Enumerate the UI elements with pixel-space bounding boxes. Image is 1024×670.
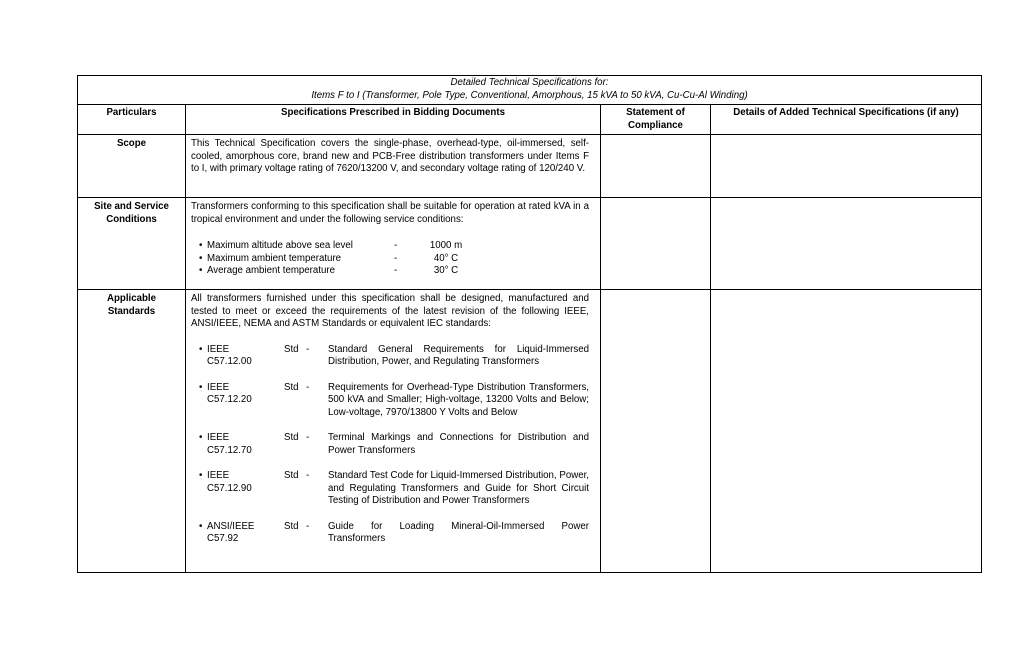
standard-dash: - (306, 343, 310, 355)
col-header-details: Details of Added Technical Specifications (if any) (711, 105, 982, 135)
bullet-icon: • (199, 240, 203, 251)
particular-site-conditions: Site and Service Conditions (78, 198, 186, 290)
spec-cell-site-conditions (186, 198, 601, 290)
list-item (199, 521, 589, 546)
standard-dash: - (306, 470, 310, 481)
standard-description: Standard Test Code for Liquid-Immersed Distribution, Power, and Regulating Transformers and Guide for Short Circuit Testing of Distribution and Power Transformers (328, 470, 589, 506)
standard-code: IEEE C57.12.90 (207, 470, 252, 494)
standard-description: Guide for Loading Mineral-Oil-Immersed Power Transformers (328, 520, 589, 544)
site-paragraph: Transformers conforming to this specification shall be suitable for operation at rated kVA in a tropical environment and under the following service conditions: (191, 201, 589, 225)
table-row-scope (78, 135, 982, 198)
spec-table (77, 75, 982, 573)
condition-dash: - (394, 265, 398, 276)
spec-cell-scope (186, 135, 601, 198)
standard-std-label: Std (284, 520, 299, 532)
list-item (199, 432, 589, 457)
scope-paragraph: This Technical Specification covers the single-phase, overhead-type, oil-immersed, self-cooled, amorphous core, brand new and PCB-Free distribution transformers under Items F to I, with primary voltage rating of 7620/13200 V, and secondary voltage rating of 120/240 V. (191, 138, 589, 174)
standard-dash: - (306, 432, 310, 443)
details-cell-applicable-standards (711, 290, 982, 573)
title-line-2: Items F to I (Transformer, Pole Type, Conventional, Amorphous, 15 kVA to 50 kVA, Cu-Cu-Al Winding) (311, 89, 748, 101)
list-item (199, 344, 589, 369)
table-row-applicable-standards (78, 290, 982, 573)
bullet-icon: • (199, 432, 203, 443)
bullet-icon: • (199, 343, 203, 355)
condition-label: Maximum ambient temperature (207, 252, 342, 264)
standard-dash: - (306, 381, 310, 393)
standard-code: IEEE C57.12.20 (207, 381, 252, 405)
table-title (78, 76, 982, 105)
title-line-1: Detailed Technical Specifications for: (450, 77, 609, 88)
col-header-particulars: Particulars (78, 105, 186, 135)
table-row-site-conditions (78, 198, 982, 290)
standard-std-label: Std (284, 343, 299, 355)
list-item (199, 240, 589, 253)
list-item (199, 382, 589, 420)
compliance-cell-scope (601, 135, 711, 198)
col-header-compliance: Statement of Compliance (601, 105, 711, 135)
standard-dash: - (306, 520, 310, 532)
condition-dash: - (394, 240, 398, 251)
spec-cell-applicable-standards (186, 290, 601, 573)
particular-applicable-standards: Applicable Standards (78, 290, 186, 573)
standard-code: IEEE C57.12.70 (207, 432, 252, 456)
bullet-icon: • (199, 381, 203, 393)
standard-std-label: Std (284, 432, 299, 443)
compliance-cell-applicable-standards (601, 290, 711, 573)
condition-label: Maximum altitude above sea level (207, 240, 353, 251)
condition-value: 40° C (433, 252, 459, 264)
condition-value: 30° C (433, 265, 459, 276)
list-item (199, 265, 589, 278)
condition-value: 1000 m (429, 240, 463, 251)
standard-code: IEEE C57.12.00 (207, 343, 252, 367)
title-row (78, 76, 982, 105)
standard-description: Standard General Requirements for Liquid-Immersed Distribution, Power, and Regulating Transformers (328, 343, 589, 367)
bullet-icon: • (199, 520, 203, 532)
bullet-icon: • (199, 252, 203, 264)
list-item (199, 470, 589, 508)
list-item (199, 253, 589, 266)
header-row (78, 105, 982, 135)
details-cell-site-conditions (711, 198, 982, 290)
col-header-specifications: Specifications Prescribed in Bidding Documents (186, 105, 601, 135)
bullet-icon: • (199, 470, 203, 481)
standard-description: Requirements for Overhead-Type Distribution Transformers, 500 kVA and Smaller; High-voltage, 13200 Volts and Below; Low-voltage, 7970/13800 Y Volts and Below (328, 381, 589, 418)
particular-scope: Scope (78, 135, 186, 198)
condition-dash: - (394, 252, 398, 264)
bullet-icon: • (199, 265, 203, 276)
service-conditions-list (191, 240, 589, 278)
standard-description: Terminal Markings and Connections for Distribution and Power Transformers (328, 432, 589, 456)
condition-label: Average ambient temperature (207, 265, 335, 276)
compliance-cell-site-conditions (601, 198, 711, 290)
details-cell-scope (711, 135, 982, 198)
standards-list (191, 344, 589, 546)
standard-std-label: Std (284, 381, 299, 393)
standard-std-label: Std (284, 470, 299, 481)
standard-code: ANSI/IEEE C57.92 (207, 520, 255, 544)
standards-paragraph: All transformers furnished under this specification shall be designed, manufactured and tested to meet or exceed the requirements of the latest revision of the following IEEE, ANSI/IEEE, NEMA and ASTM Standards or equivalent IEC standards: (191, 293, 589, 329)
